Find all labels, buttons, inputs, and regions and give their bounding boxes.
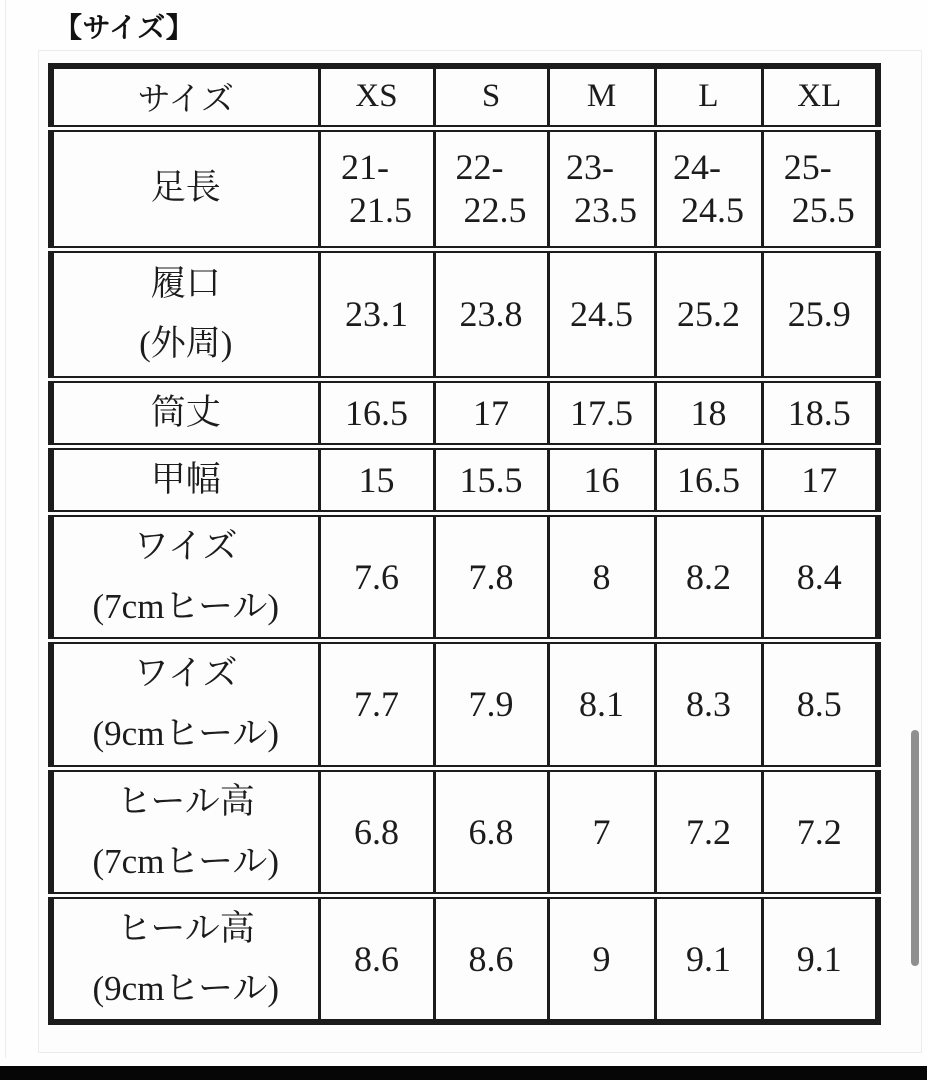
table-row xyxy=(51,446,878,513)
value-line: 25.5 xyxy=(791,189,855,230)
bottom-bar xyxy=(0,1066,927,1080)
row-label-cell xyxy=(51,249,319,379)
table-row xyxy=(51,641,878,768)
row-label-line: 筒丈 xyxy=(150,392,221,432)
row-label-cell xyxy=(51,641,319,768)
value-line: 21.5 xyxy=(349,189,412,230)
value-cell: 6.8 xyxy=(434,768,548,895)
value-cell: 8.5 xyxy=(762,641,878,768)
value-cell: 8.4 xyxy=(762,513,878,640)
value-cell: 17 xyxy=(434,379,548,446)
value-line: 25- xyxy=(783,147,832,188)
value-cell: 7.2 xyxy=(655,768,762,895)
value-cell: 23.8 xyxy=(434,249,548,379)
table-row xyxy=(51,513,878,640)
size-chart-table xyxy=(48,63,881,1025)
value-cell: 16.5 xyxy=(655,446,762,513)
value-cell: 7.6 xyxy=(319,513,434,640)
row-label-line: ヒール高 xyxy=(116,909,255,948)
row-label-cell xyxy=(51,128,319,249)
value-cell: 16.5 xyxy=(319,379,434,446)
table-header-row xyxy=(51,66,878,128)
value-cell: 8.3 xyxy=(655,641,762,768)
row-label-line: ワイズ xyxy=(133,526,238,566)
value-cell xyxy=(548,128,655,249)
row-label-line: (9cmヒール) xyxy=(92,969,279,1009)
value-cell: 17 xyxy=(762,446,878,513)
page-title: 【サイズ】 xyxy=(54,12,195,43)
table-row xyxy=(51,249,878,379)
value-line: 21- xyxy=(341,147,389,188)
row-label-line: ワイズ xyxy=(133,654,238,694)
value-cell: 9.1 xyxy=(655,896,762,1023)
value-cell: 9.1 xyxy=(762,896,878,1023)
value-cell: 24.5 xyxy=(548,249,655,379)
value-cell: 25.9 xyxy=(762,249,878,379)
value-cell: 7.8 xyxy=(434,513,548,640)
value-line: 24- xyxy=(673,147,721,188)
value-cell: 8.6 xyxy=(319,896,434,1023)
value-cell: 18.5 xyxy=(762,379,878,446)
page-edge-line xyxy=(5,0,6,1058)
value-cell: 8.2 xyxy=(655,513,762,640)
value-cell xyxy=(319,128,434,249)
value-line: 23.5 xyxy=(574,189,637,230)
value-cell xyxy=(762,128,878,249)
header-cell-xs: XS xyxy=(319,66,434,128)
value-cell: 8.1 xyxy=(548,641,655,768)
value-cell: 7.7 xyxy=(319,641,434,768)
value-cell: 7 xyxy=(548,768,655,895)
value-line: 22- xyxy=(455,147,504,188)
row-label-cell xyxy=(51,379,319,446)
value-cell xyxy=(655,128,762,249)
value-cell: 17.5 xyxy=(548,379,655,446)
row-label-line: 足長 xyxy=(150,168,221,208)
value-cell: 9 xyxy=(548,896,655,1023)
value-cell xyxy=(434,128,548,249)
table-body xyxy=(51,128,878,1022)
row-label-line: 甲幅 xyxy=(150,459,221,499)
value-line: 24.5 xyxy=(681,189,744,230)
value-cell: 8.6 xyxy=(434,896,548,1023)
table-row xyxy=(51,128,878,249)
row-label-cell xyxy=(51,446,319,513)
value-cell: 7.2 xyxy=(762,768,878,895)
row-label-cell xyxy=(51,896,319,1023)
scrollbar-thumb[interactable] xyxy=(911,730,919,966)
value-cell: 16 xyxy=(548,446,655,513)
row-label-line: (7cmヒール) xyxy=(92,587,279,627)
header-cell-s: S xyxy=(434,66,548,128)
row-label-line: (9cmヒール) xyxy=(92,714,279,754)
value-cell: 23.1 xyxy=(319,249,434,379)
value-cell: 25.2 xyxy=(655,249,762,379)
header-cell-m: M xyxy=(548,66,655,128)
value-cell: 7.9 xyxy=(434,641,548,768)
row-label-line: (7cmヒール) xyxy=(92,841,279,881)
value-cell: 6.8 xyxy=(319,768,434,895)
value-line: 22.5 xyxy=(463,189,527,230)
header-cell-size-label: サイズ xyxy=(51,66,319,128)
table-row xyxy=(51,896,878,1023)
row-label-line: ヒール高 xyxy=(116,781,255,821)
row-label-line: 履口 xyxy=(150,263,221,303)
table-row xyxy=(51,379,878,446)
value-cell: 8 xyxy=(548,513,655,640)
header-cell-l: L xyxy=(655,66,762,128)
value-cell: 15.5 xyxy=(434,446,548,513)
value-cell: 18 xyxy=(655,379,762,446)
table-row xyxy=(51,768,878,895)
row-label-cell xyxy=(51,768,319,895)
row-label-line: (外周) xyxy=(139,324,233,363)
header-cell-xl: XL xyxy=(762,66,878,128)
value-line: 23- xyxy=(566,147,614,188)
value-cell: 15 xyxy=(319,446,434,513)
row-label-cell xyxy=(51,513,319,640)
